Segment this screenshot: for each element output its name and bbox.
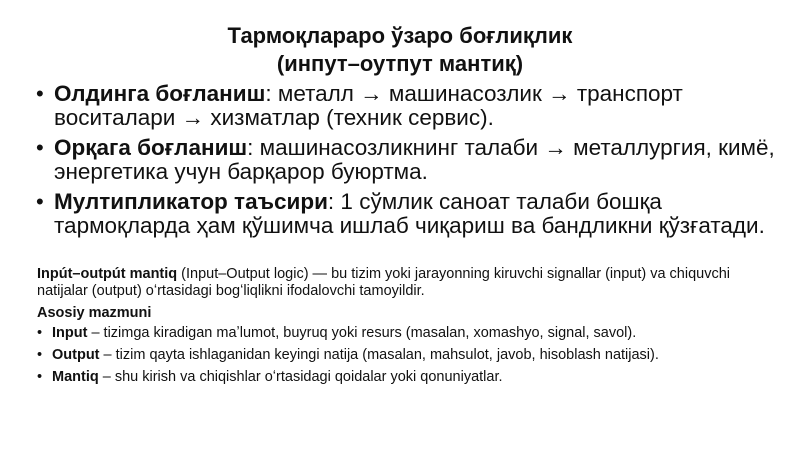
main-bullet-list (36, 82, 776, 244)
sub-bullet-item (37, 347, 767, 364)
bullet-marker: • (37, 347, 43, 363)
bullet-term: Мултипликатор таъсири (54, 189, 328, 214)
bullet-term: Орқага боғланиш (54, 135, 248, 160)
definition-term: Inpút–outpút mantiq (37, 266, 178, 282)
sub-bullet-item (37, 369, 767, 386)
definition-paragraph (37, 266, 767, 300)
sub-bullet-item (37, 325, 767, 342)
sub-bullet-term: Input (52, 325, 88, 341)
bullet-text: : 1 сўмлик саноат талаби бошқа тармоқларда ҳам қўшимча ишлаб чиқариш ва бандликни қўзғатади. (54, 189, 765, 238)
main-bullet-item (36, 190, 776, 238)
main-bullet-item (36, 136, 776, 184)
sub-bullet-text: – tizim qayta ishlaganidan keyingi natija (masalan, mahsulot, javob, hisoblash natijasi). (99, 347, 659, 363)
sub-bullet-list (37, 325, 767, 391)
slide-title (0, 22, 800, 78)
bullet-marker: • (36, 81, 44, 106)
bullet-text: : металл → машинасозлик → транспорт воситалари → хизматлар (техник сервис). (54, 81, 683, 130)
bullet-marker: • (37, 369, 43, 385)
bullet-marker: • (37, 325, 43, 341)
slide-title-line-2: (инпут–оутпут мантиқ) (276, 51, 524, 76)
main-bullet-item (36, 82, 776, 130)
bullet-marker: • (36, 189, 44, 214)
sub-bullet-text: – tizimga kiradigan maʼlumot, buyruq yoki resurs (masalan, xomashyo, signal, savol). (87, 325, 637, 341)
definition-text: (Input–Output logic) — bu tizim yoki jarayonning kiruvchi signallar (input) va chiquvchi natijalar (output) oʻrtasidagi bogʻliqlikni ifodalovchi tamoyildir. (37, 266, 731, 299)
sub-bullet-term: Output (52, 347, 100, 363)
sub-bullet-term: Mantiq (52, 369, 99, 385)
subheading: Asosiy mazmuni (37, 305, 152, 321)
bullet-term: Олдинга боғланиш (54, 81, 266, 106)
sub-bullet-text: – shu kirish va chiqishlar oʻrtasidagi qoidalar yoki qonuniyatlar. (98, 369, 503, 385)
bullet-text: : машинасозликнинг талаби → металлургия, кимё, энергетика учун барқарор буюртма. (54, 135, 775, 184)
bullet-marker: • (36, 135, 44, 160)
slide-title-line-1: Тармоқлараро ўзаро боғлиқлик (227, 23, 573, 48)
